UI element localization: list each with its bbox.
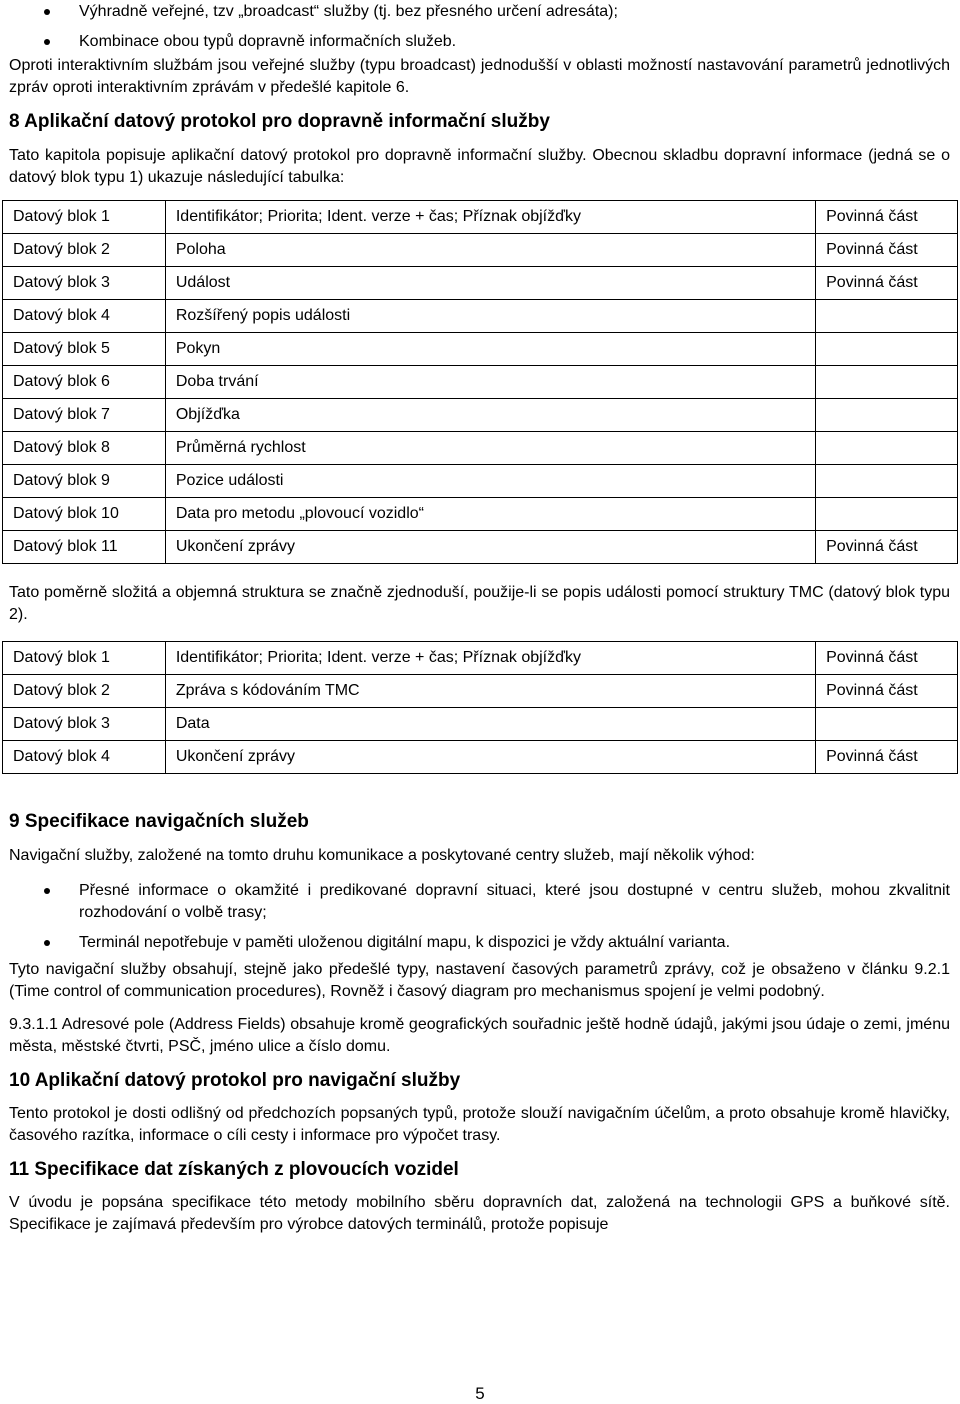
table-row bbox=[3, 432, 958, 465]
list-item bbox=[0, 880, 960, 924]
content-cell: Identifikátor; Priorita; Ident. verze + čas; Příznak objížďky bbox=[165, 642, 815, 675]
content-cell: Průměrná rychlost bbox=[165, 432, 815, 465]
block-cell: Datový blok 3 bbox=[3, 708, 166, 741]
note-cell: Povinná část bbox=[816, 675, 958, 708]
note-cell bbox=[816, 300, 958, 333]
section-11-paragraph: V úvodu je popsána specifikace této metody mobilního sběru dopravních dat, založená na technologii GPS a buňkové sítě. Specifikace je zajímavá především pro výrobce datových terminálů, protože popisuje bbox=[9, 1194, 950, 1233]
note-cell: Povinná část bbox=[816, 642, 958, 675]
table-row bbox=[3, 234, 958, 267]
note-cell bbox=[816, 465, 958, 498]
page-number: 5 bbox=[475, 1384, 485, 1403]
section-8-paragraph: Tato kapitola popisuje aplikační datový protokol pro dopravně informační služby. Obecnou skladbu dopravní informace (jedná se o datový blok typu 1) ukazuje následující tabulka: bbox=[9, 147, 950, 186]
block-cell: Datový blok 3 bbox=[3, 267, 166, 300]
content-cell: Událost bbox=[165, 267, 815, 300]
content-cell: Doba trvání bbox=[165, 366, 815, 399]
list-item-text: Přesné informace o okamžité i predikované dopravní situaci, které jsou dostupné v centru služeb, mohou zkvalitnit rozhodování o volbě trasy; bbox=[79, 882, 950, 921]
table-row bbox=[3, 267, 958, 300]
list-item bbox=[0, 31, 960, 53]
table-row bbox=[3, 675, 958, 708]
section-11-heading: 11 Specifikace dat získaných z plovoucích vozidel bbox=[9, 1159, 459, 1180]
intro-bullet-list bbox=[0, 1, 960, 53]
list-item bbox=[0, 1, 960, 23]
bullet-icon bbox=[44, 9, 50, 15]
table-row bbox=[3, 300, 958, 333]
table-row bbox=[3, 498, 958, 531]
table-row bbox=[3, 642, 958, 675]
note-cell: Povinná část bbox=[816, 201, 958, 234]
content-cell: Pozice události bbox=[165, 465, 815, 498]
note-cell bbox=[816, 333, 958, 366]
table-row bbox=[3, 741, 958, 774]
content-cell: Data pro metodu „plovoucí vozidlo“ bbox=[165, 498, 815, 531]
section-9-bullet-list bbox=[0, 880, 960, 954]
table-row bbox=[3, 465, 958, 498]
bullet-icon bbox=[44, 940, 50, 946]
block-cell: Datový blok 4 bbox=[3, 300, 166, 333]
content-cell: Zpráva s kódováním TMC bbox=[165, 675, 815, 708]
block-cell: Datový blok 1 bbox=[3, 201, 166, 234]
data-block-table-2 bbox=[2, 641, 958, 774]
section-9-paragraph-3: 9.3.1.1 Adresové pole (Address Fields) obsahuje kromě geografických souřadnic ještě hodně údajů, jakými jsou údaje o zemi, jménu města, městské čtvrti, PSČ, jméno ulice a číslo domu. bbox=[9, 1016, 950, 1055]
content-cell: Data bbox=[165, 708, 815, 741]
intro-paragraph: Oproti interaktivním službám jsou veřejné služby (typu broadcast) jednodušší v oblasti možností nastavování parametrů jednotlivých zpráv oproti interaktivním zprávám v předešlé kapitole 6. bbox=[9, 57, 950, 96]
block-cell: Datový blok 7 bbox=[3, 399, 166, 432]
table-row bbox=[3, 399, 958, 432]
section-9-paragraph-2: Tyto navigační služby obsahují, stejně jako předešlé typy, nastavení časových parametrů zprávy, což je obsaženo v článku 9.2.1 (Time control of communication procedures), Rovněž i časový diagram pro mechanismus spojení je velmi podobný. bbox=[9, 961, 950, 1000]
list-item bbox=[0, 932, 960, 954]
note-cell bbox=[816, 498, 958, 531]
note-cell bbox=[816, 366, 958, 399]
block-cell: Datový blok 2 bbox=[3, 675, 166, 708]
table-row bbox=[3, 366, 958, 399]
note-cell: Povinná část bbox=[816, 741, 958, 774]
block-cell: Datový blok 8 bbox=[3, 432, 166, 465]
bullet-icon bbox=[44, 888, 50, 894]
table-row bbox=[3, 201, 958, 234]
block-cell: Datový blok 10 bbox=[3, 498, 166, 531]
note-cell bbox=[816, 432, 958, 465]
table-row bbox=[3, 708, 958, 741]
note-cell: Povinná část bbox=[816, 267, 958, 300]
block-cell: Datový blok 5 bbox=[3, 333, 166, 366]
content-cell: Ukončení zprávy bbox=[165, 741, 815, 774]
block-cell: Datový blok 11 bbox=[3, 531, 166, 564]
data-block-table-1 bbox=[2, 200, 958, 564]
block-cell: Datový blok 4 bbox=[3, 741, 166, 774]
note-cell bbox=[816, 708, 958, 741]
block-cell: Datový blok 6 bbox=[3, 366, 166, 399]
note-cell bbox=[816, 399, 958, 432]
content-cell: Rozšířený popis události bbox=[165, 300, 815, 333]
note-cell: Povinná část bbox=[816, 234, 958, 267]
section-8-heading: 8 Aplikační datový protokol pro dopravně informační služby bbox=[9, 111, 550, 132]
table-row bbox=[3, 531, 958, 564]
block-cell: Datový blok 9 bbox=[3, 465, 166, 498]
section-9-heading: 9 Specifikace navigačních služeb bbox=[9, 811, 309, 832]
content-cell: Pokyn bbox=[165, 333, 815, 366]
section-8-paragraph-2: Tato poměrně složitá a objemná struktura se značně zjednoduší, použije-li se popis události pomocí struktury TMC (datový blok typu 2). bbox=[9, 584, 950, 623]
list-item-text: Terminál nepotřebuje v paměti uloženou digitální mapu, k dispozici je vždy aktuální varianta. bbox=[79, 934, 731, 951]
section-10-heading: 10 Aplikační datový protokol pro navigační služby bbox=[9, 1070, 461, 1091]
bullet-icon bbox=[44, 39, 50, 45]
table-row bbox=[3, 333, 958, 366]
list-item-text: Kombinace obou typů dopravně informačních služeb. bbox=[79, 33, 457, 50]
list-item-text: Výhradně veřejné, tzv „broadcast“ služby (tj. bez přesného určení adresáta); bbox=[79, 3, 618, 20]
content-cell: Identifikátor; Priorita; Ident. verze + čas; Příznak objížďky bbox=[165, 201, 815, 234]
block-cell: Datový blok 2 bbox=[3, 234, 166, 267]
section-9-paragraph: Navigační služby, založené na tomto druhu komunikace a poskytované centry služeb, mají několik výhod: bbox=[9, 847, 755, 864]
note-cell: Povinná část bbox=[816, 531, 958, 564]
block-cell: Datový blok 1 bbox=[3, 642, 166, 675]
content-cell: Ukončení zprávy bbox=[165, 531, 815, 564]
section-10-paragraph: Tento protokol je dosti odlišný od předchozích popsaných typů, protože slouží navigačním účelům, a proto obsahuje kromě hlavičky, časového razítka, informace o cíli cesty i informace pro výpočet trasy. bbox=[9, 1105, 950, 1144]
content-cell: Poloha bbox=[165, 234, 815, 267]
content-cell: Objížďka bbox=[165, 399, 815, 432]
